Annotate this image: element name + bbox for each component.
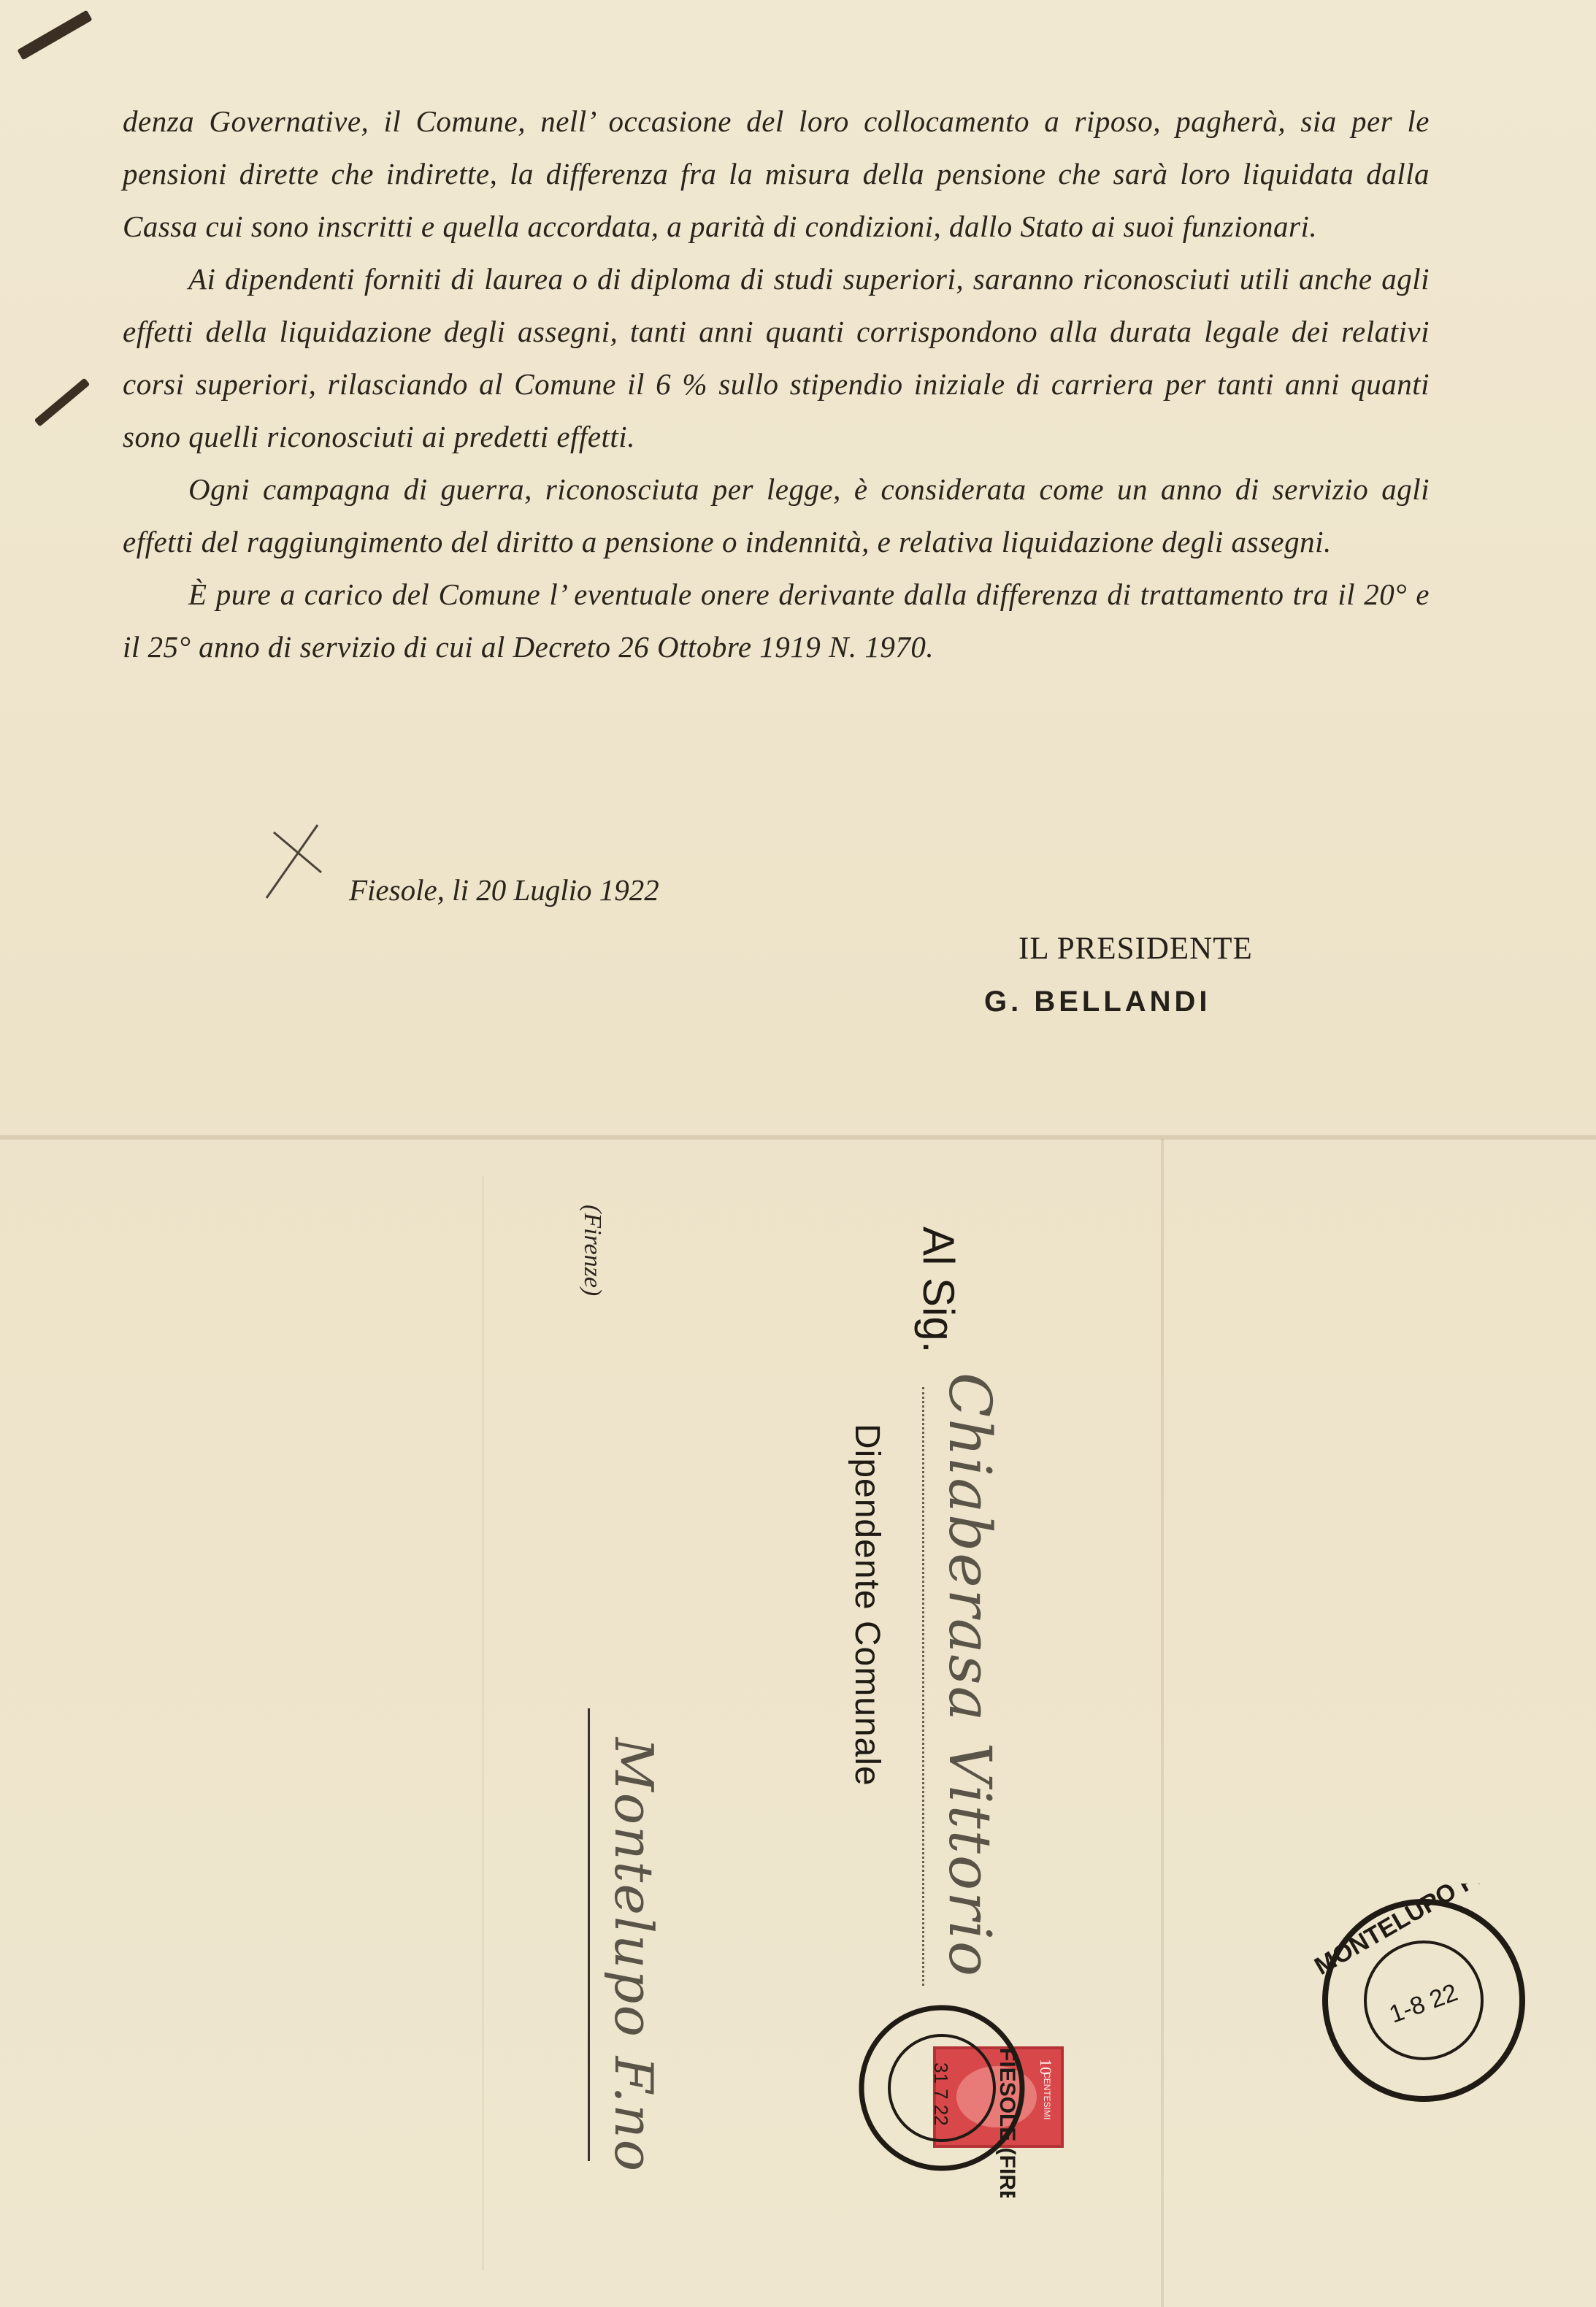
stamp-denomination: CENTESIMI: [1042, 2072, 1052, 2120]
paragraph: Ai dipendenti forniti di laurea o di diploma di studi superiori, saranno riconosciuti utili anche agli effetti della liquidazione degli assegni, tanti anni quanti corrispondono alla durata legale dei relativi corsi superiori, rilasciando al Comune il 6 % sullo stipendio iniziale di carriera per tanti anni quanti sono quelli riconosciuti ai predetti effetti.: [123, 262, 1430, 453]
stamp-value: 10: [1037, 2059, 1055, 2075]
paragraph: È pure a carico del Comune l’ eventuale onere derivante dalla differenza di trattamento tra il 20° e il 25° anno di servizio di cui al Decreto 26 Ottobre 1919 N. 1970.: [123, 577, 1430, 664]
paragraph: denza Governative, il Comune, nell’ occasione del loro collocamento a riposo, pagherà, sia per le pensioni dirette che indirette, la differenza fra la misura della pensione che sarà loro liquidata dalla Cassa cui sono inscritti e quella accordata, a parità di condizioni, dallo Stato ai suoi funzionari.: [123, 104, 1430, 243]
recipient-role: Dipendente Comunale: [848, 1424, 886, 1786]
postmark-date: 1-8 22: [1385, 1978, 1462, 2029]
postmark-town: MONTELUPO FIOR: [1310, 1884, 1519, 1981]
pencil-x-mark: [256, 821, 329, 902]
cancellation-town: FIESOLE (FIRENZE): [995, 2048, 1019, 2197]
postage-stamp-area: [858, 1978, 1077, 2197]
fold-line-vertical: [482, 1175, 484, 2270]
date-line: Fiesole, li 20 Luglio 1922: [349, 873, 659, 907]
salutation: Al Sig.: [914, 1227, 963, 1354]
letter-body: [123, 95, 1430, 673]
paragraph: Ogni campagna di guerra, riconosciuta per legge, è considerata come un anno di servizio agli effetti del raggiungimento del diritto a pensione o indennità, e relativa liquidazione degli assegni.: [123, 472, 1430, 558]
fold-line-horizontal: [0, 1135, 1596, 1140]
cancellation-date: 31 7 22: [930, 2062, 952, 2126]
address-dotted-line: [922, 1387, 926, 1986]
recipient-handwritten: Chiaberasa Vittorio: [936, 1373, 1004, 1978]
arrival-postmark: [1307, 1884, 1541, 2117]
address-rule: [588, 1708, 590, 2161]
province-label: (Firenze): [579, 1205, 606, 1297]
president-title: IL PRESIDENTE: [1018, 932, 1253, 966]
town-handwritten: Montelupo F.no: [603, 1738, 664, 2173]
president-name: G. BELLANDI: [984, 986, 1211, 1018]
fold-line-vertical: [1161, 1139, 1164, 2307]
